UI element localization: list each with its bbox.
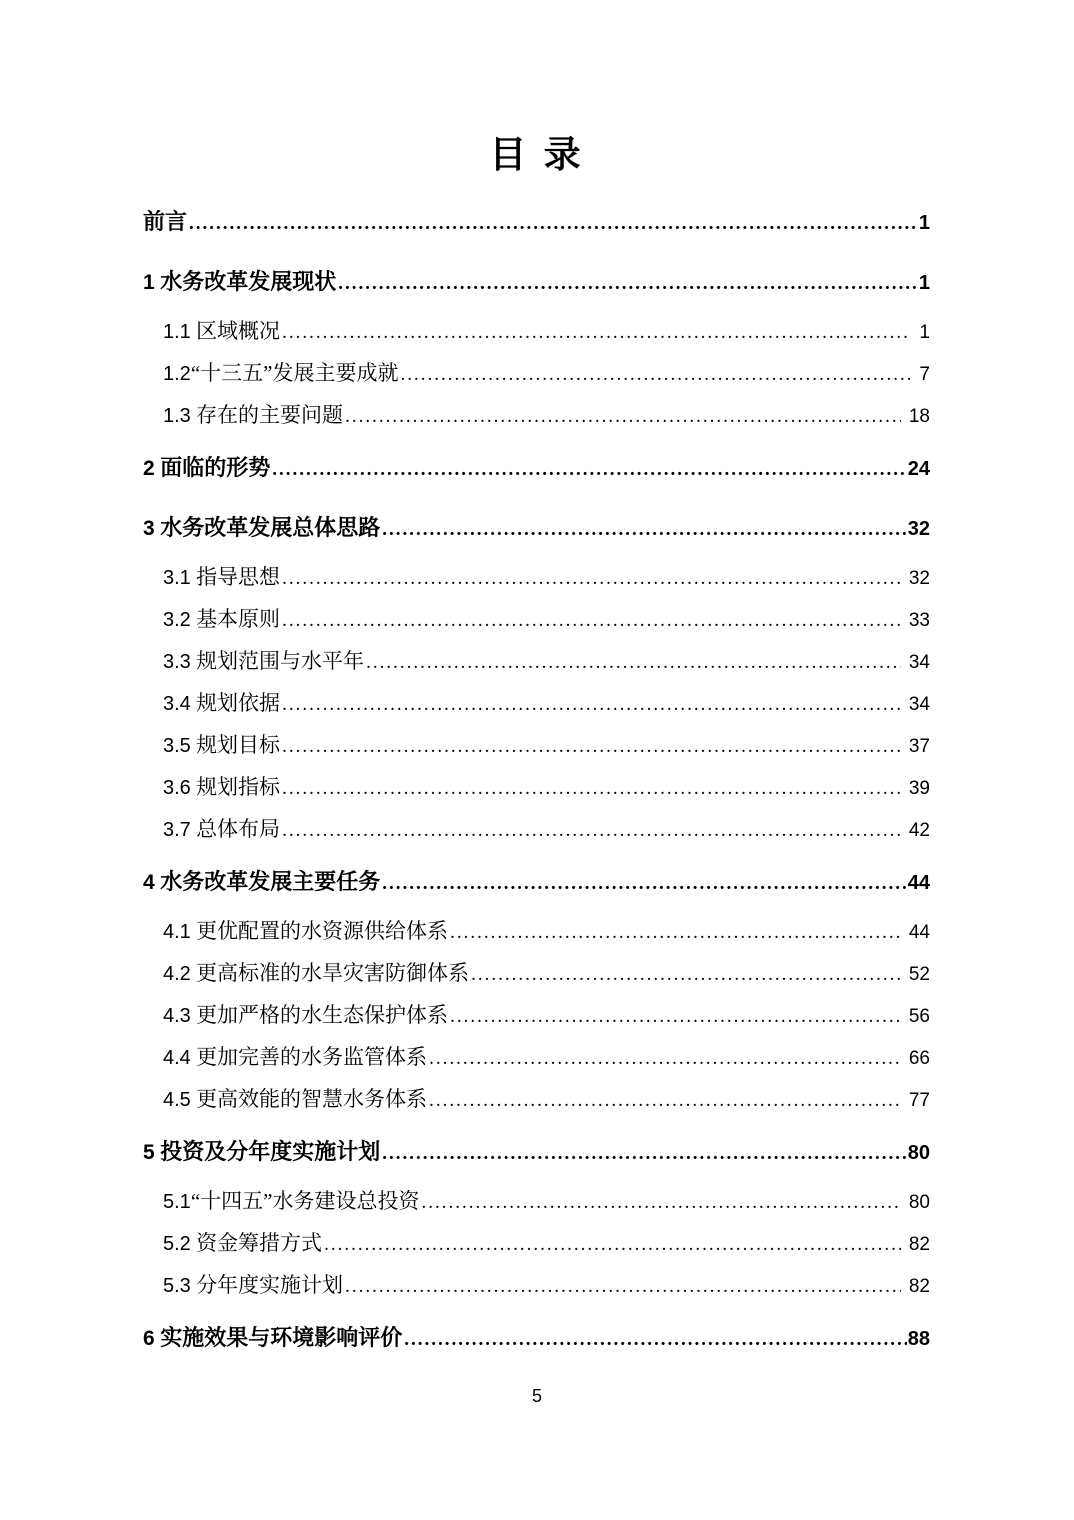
toc-entry-title: 资金筹措方式 (196, 1231, 323, 1255)
toc-entry[interactable] (143, 1222, 930, 1264)
toc-entry-title: 前言 (143, 209, 188, 234)
toc-entry-title: “十四五”水务建设总投资 (190, 1189, 420, 1213)
toc-entry-label (163, 1222, 322, 1265)
toc-entry[interactable] (143, 598, 930, 640)
toc-entry-number: 4.4 (163, 1047, 191, 1069)
toc-entry-label (163, 1078, 427, 1121)
toc-entry-label (163, 682, 280, 725)
dot-leader (364, 642, 901, 684)
toc-entry-number: 5.3 (163, 1275, 191, 1297)
dot-leader (280, 768, 901, 810)
toc-entry-label (163, 808, 280, 851)
toc-entry-label (163, 952, 469, 995)
toc-entry-page: 56 (908, 1006, 930, 1027)
toc-entry-label (163, 724, 280, 767)
dot-leader (343, 1266, 901, 1308)
toc-entry[interactable] (143, 1131, 930, 1173)
toc-entry-page: 34 (908, 652, 930, 673)
dot-leader (322, 1224, 901, 1266)
toc-entry-title: “十三五”发展主要成就 (190, 361, 399, 385)
toc-entry-label (143, 261, 336, 304)
toc-entry[interactable] (143, 724, 930, 766)
toc-entry-number: 3.6 (163, 777, 191, 799)
toc-entry-page: 1 (918, 272, 930, 294)
toc-entry-title: 更高效能的智慧水务体系 (196, 1087, 428, 1111)
toc-entry[interactable] (143, 910, 930, 952)
toc-entry-title: 规划依据 (196, 691, 281, 715)
toc-entry[interactable] (143, 1264, 930, 1306)
toc-entry[interactable] (143, 352, 930, 394)
dot-leader (280, 810, 901, 852)
dot-leader (336, 263, 918, 305)
toc-entry-label (163, 1180, 419, 1223)
toc-entry-title: 总体布局 (196, 817, 281, 841)
toc-entry-page: 77 (908, 1090, 930, 1111)
toc-entry[interactable] (143, 310, 930, 352)
dot-leader (469, 954, 901, 996)
toc-entry-page: 32 (907, 518, 930, 540)
toc-entry-number: 1.3 (163, 405, 191, 427)
toc-entry-title: 更优配置的水资源供给体系 (196, 919, 449, 943)
toc-entry-page: 7 (919, 364, 930, 385)
toc-entry[interactable] (143, 861, 930, 903)
dot-leader (448, 912, 901, 954)
toc-entry-number: 4.2 (163, 963, 191, 985)
toc-entry-number: 4.5 (163, 1089, 191, 1111)
dot-leader (280, 312, 911, 354)
dot-leader (280, 600, 901, 642)
toc-entry[interactable] (143, 640, 930, 682)
toc-entry-label (143, 1131, 380, 1174)
toc-entry-page: 32 (908, 568, 930, 589)
dot-leader (343, 396, 901, 438)
toc-entry-label (163, 640, 364, 683)
toc-entry-title: 规划目标 (196, 733, 281, 757)
toc-entry[interactable] (143, 1078, 930, 1120)
toc-entry-page: 18 (908, 406, 930, 427)
toc-entry-label (143, 201, 187, 243)
toc-entry[interactable] (143, 682, 930, 724)
toc-entry[interactable] (143, 1036, 930, 1078)
toc-entry-title: 更加完善的水务监管体系 (196, 1045, 428, 1069)
toc-entry-number: 3.3 (163, 651, 191, 673)
toc-entry-title: 实施效果与环境影响评价 (160, 1325, 403, 1350)
toc-entry[interactable] (143, 507, 930, 549)
toc-entry-number: 6 (143, 1327, 155, 1350)
toc-entry-label (163, 766, 280, 809)
dot-leader (380, 1133, 907, 1175)
dot-leader (419, 1182, 900, 1224)
toc-entry[interactable] (143, 808, 930, 850)
dot-leader (402, 1319, 907, 1361)
toc-entry-page: 82 (908, 1276, 930, 1297)
toc-entry-number: 4 (143, 871, 155, 894)
toc-entry-number: 3.1 (163, 567, 191, 589)
toc-entry-label (163, 310, 280, 353)
toc-entry[interactable] (143, 1180, 930, 1222)
toc-entry-label (163, 556, 280, 599)
toc-entry-number: 1.2 (163, 363, 191, 385)
toc-entry-number: 4.1 (163, 921, 191, 943)
toc-entry-page: 1 (919, 322, 930, 343)
dot-leader (270, 449, 907, 491)
toc-entry-page: 88 (907, 1328, 930, 1350)
toc-entry-page: 1 (918, 212, 930, 234)
toc-entry-label (163, 1264, 343, 1307)
toc-entry-title: 基本原则 (196, 607, 281, 631)
toc-entry-page: 33 (908, 610, 930, 631)
toc-entry-title: 规划范围与水平年 (196, 649, 365, 673)
toc-entry-page: 24 (907, 458, 930, 480)
toc-entry[interactable] (143, 766, 930, 808)
toc-entry-page: 39 (908, 778, 930, 799)
toc-entry-number: 3.7 (163, 819, 191, 841)
toc-entry-title: 投资及分年度实施计划 (160, 1139, 381, 1164)
toc-entry[interactable] (143, 447, 930, 489)
dot-leader (448, 996, 901, 1038)
dot-leader (427, 1038, 901, 1080)
dot-leader (380, 863, 907, 905)
toc-entry-number: 4.3 (163, 1005, 191, 1027)
toc-entry-number: 5 (143, 1141, 155, 1164)
toc-entry-label (143, 507, 380, 550)
dot-leader (280, 558, 901, 600)
toc-entry[interactable] (143, 1317, 930, 1359)
toc-entry-label (163, 910, 448, 953)
toc-entry-number: 1 (143, 271, 155, 294)
toc-entry-title: 面临的形势 (160, 455, 271, 480)
toc-entry-number: 3.5 (163, 735, 191, 757)
toc-entry[interactable] (143, 261, 930, 303)
dot-leader (398, 354, 911, 396)
toc-entry-label (143, 447, 270, 490)
toc-entry-page: 44 (907, 872, 930, 894)
toc-entry-number: 5.1 (163, 1191, 191, 1213)
toc-entry[interactable] (143, 201, 930, 243)
toc-entry[interactable] (143, 994, 930, 1036)
toc-entry-number: 5.2 (163, 1233, 191, 1255)
toc-entry-title: 指导思想 (196, 565, 281, 589)
dot-leader (280, 684, 901, 726)
toc-entry[interactable] (143, 556, 930, 598)
toc-entry-number: 1.1 (163, 321, 191, 343)
page-title: 目 录 (489, 135, 585, 176)
toc-entry-number: 3.4 (163, 693, 191, 715)
toc-entry-title: 分年度实施计划 (196, 1273, 344, 1297)
toc-entry[interactable] (143, 952, 930, 994)
toc-entry-number: 3.2 (163, 609, 191, 631)
toc-entry-page: 34 (908, 694, 930, 715)
toc-entry-number: 3 (143, 517, 155, 540)
toc-entry-label (163, 352, 398, 395)
dot-leader (280, 726, 901, 768)
toc-entry-page: 37 (908, 736, 930, 757)
toc-entry-label (163, 394, 343, 437)
toc-entry-title: 存在的主要问题 (196, 403, 344, 427)
dot-leader (427, 1080, 901, 1122)
toc-entry-page: 44 (908, 922, 930, 943)
toc-entry-page: 42 (908, 820, 930, 841)
toc-entry-title: 更高标准的水旱灾害防御体系 (196, 961, 470, 985)
toc-entry-title: 水务改革发展总体思路 (160, 515, 381, 540)
toc-entry-label (143, 861, 380, 904)
toc-entry-title: 更加严格的水生态保护体系 (196, 1003, 449, 1027)
toc-entry-number: 2 (143, 457, 155, 480)
toc-entry-label (163, 994, 448, 1037)
footer-page-number: 5 (531, 1386, 542, 1406)
toc-entry-label (143, 1317, 402, 1360)
toc-list (143, 201, 930, 1366)
toc-entry[interactable] (143, 394, 930, 436)
dot-leader (380, 509, 907, 551)
toc-entry-label (163, 1036, 427, 1079)
toc-entry-title: 水务改革发展主要任务 (160, 869, 381, 894)
toc-entry-title: 区域概况 (196, 319, 281, 343)
toc-entry-title: 规划指标 (196, 775, 281, 799)
toc-entry-page: 80 (907, 1142, 930, 1164)
toc-entry-page: 80 (908, 1192, 930, 1213)
toc-entry-title: 水务改革发展现状 (160, 269, 337, 294)
dot-leader (187, 203, 918, 245)
toc-entry-page: 66 (908, 1048, 930, 1069)
toc-entry-page: 52 (908, 964, 930, 985)
toc-entry-label (163, 598, 280, 641)
toc-entry-page: 82 (908, 1234, 930, 1255)
